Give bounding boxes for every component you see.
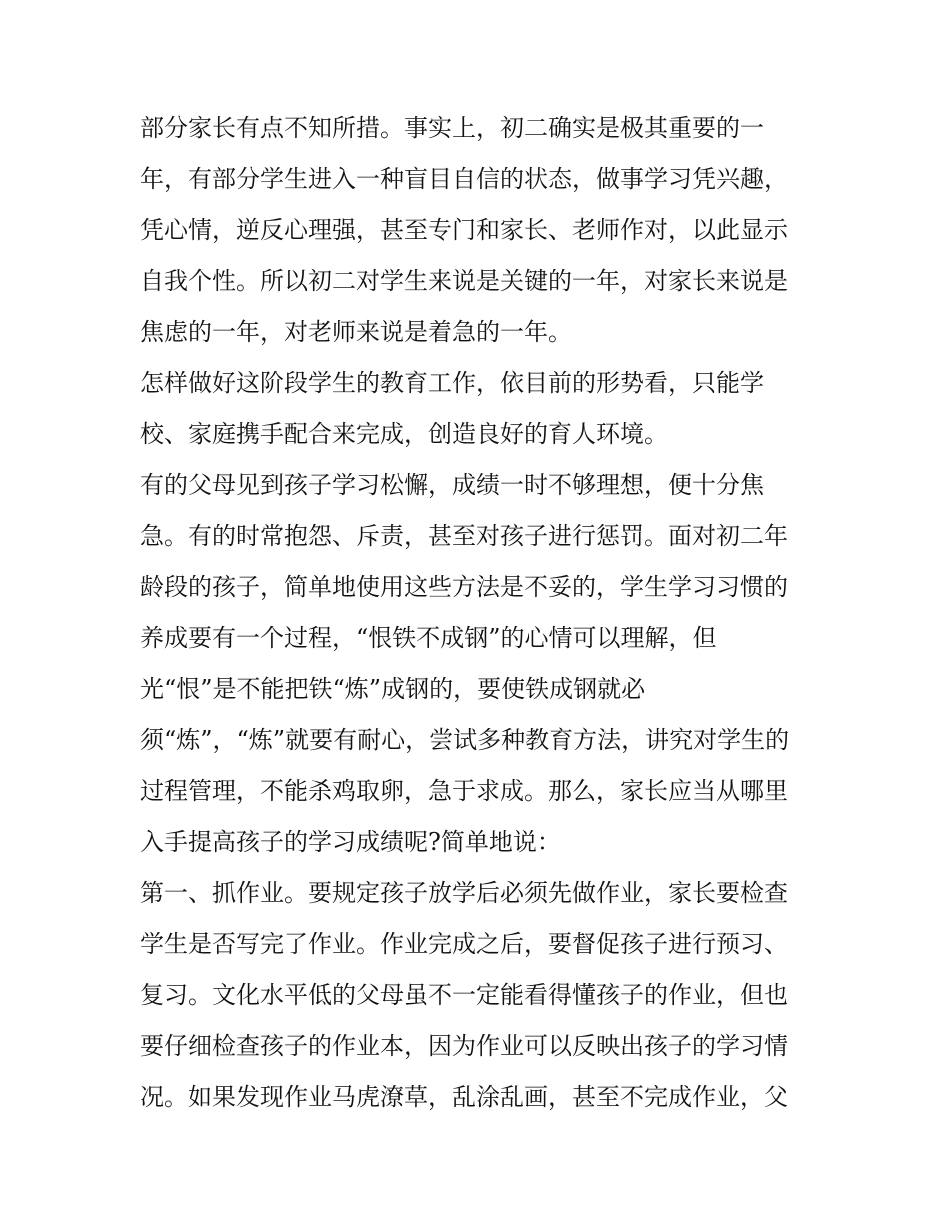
text-line: 年，有部分学生进入一种盲目自信的状态，做事学习凭兴趣，	[140, 165, 788, 193]
text-line: 怎样做好这阶段学生的教育工作，依目前的形势看，只能学	[140, 369, 764, 397]
text-line: 第一、抓作业。要规定孩子放学后必须先做作业，家长要检查	[140, 879, 788, 907]
text-line: 要仔细检查孩子的作业本，因为作业可以反映出孩子的学习情	[140, 1032, 788, 1060]
text-line: 部分家长有点不知所措。事实上，初二确实是极其重要的一	[140, 114, 764, 142]
text-line: 凭心情，逆反心理强，甚至专门和家长、老师作对，以此显示	[140, 216, 788, 244]
text-line: 过程管理，不能杀鸡取卵，急于求成。那么，家长应当从哪里	[140, 777, 788, 805]
text-line: 须“炼”，“炼”就要有耐心，尝试多种教育方法，讲究对学生的	[140, 726, 790, 754]
text-line: 复习。文化水平低的父母虽不一定能看得懂孩子的作业，但也	[140, 981, 788, 1009]
text-line: 焦虑的一年，对老师来说是着急的一年。	[140, 318, 572, 346]
text-line: 有的父母见到孩子学习松懈，成绩一时不够理想，便十分焦	[140, 471, 764, 499]
text-line: 养成要有一个过程，“恨铁不成钢”的心情可以理解，但	[140, 624, 717, 652]
text-line: 急。有的时常抱怨、斥责，甚至对孩子进行惩罚。面对初二年	[140, 522, 788, 550]
text-line: 校、家庭携手配合来完成，创造良好的育人环境。	[140, 420, 668, 448]
text-line: 况。如果发现作业马虎潦草，乱涂乱画，甚至不完成作业，父	[140, 1083, 788, 1111]
text-line: 入手提高孩子的学习成绩呢?简单地说：	[140, 828, 561, 856]
text-line: 自我个性。所以初二对学生来说是关键的一年，对家长来说是	[140, 267, 788, 295]
text-line: 龄段的孩子，简单地使用这些方法是不妥的，学生学习习惯的	[140, 573, 788, 601]
text-line: 学生是否写完了作业。作业完成之后，要督促孩子进行预习、	[140, 930, 788, 958]
text-line: 光“恨”是不能把铁“炼”成钢的，要使铁成钢就必	[140, 675, 646, 703]
